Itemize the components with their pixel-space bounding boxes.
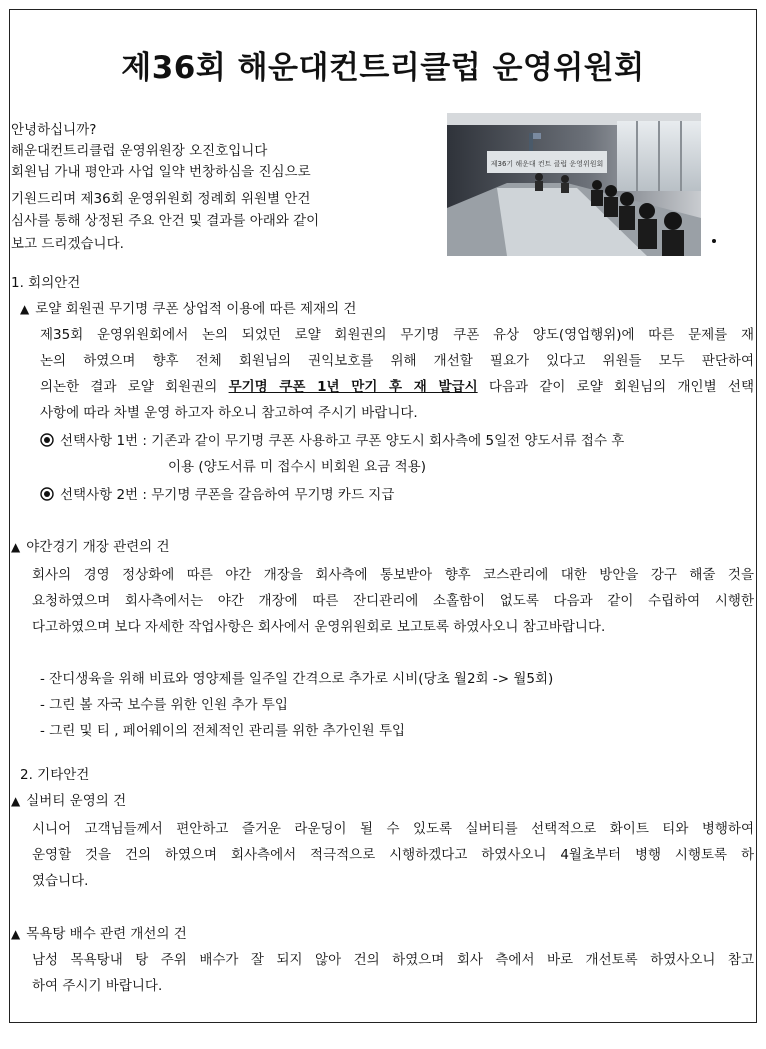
- paragraph-line: 제35회 운영위원회에서 논의 되었던 로얄 회원권의 무기명 쿠폰 유상 양도(영업행위)에 따른 문제를 재: [40, 327, 754, 343]
- agenda-item-title: [11, 925, 187, 943]
- intro-line: 안녕하십니까?: [11, 122, 97, 138]
- option-row: [40, 432, 624, 450]
- paragraph-line: 요청하였으며 회사측에서는 야간 개장에 따른 잔디관리에 소홀함이 없도록 다음과 같이 수립하여 시행한: [32, 593, 754, 609]
- paragraph-line: 운영할 것을 건의 하였으며 회사측에서 적극적으로 시행하겠다고 하였사오니 4월초부터 병행 시행토록 하: [32, 847, 754, 863]
- page-title: 제36회 해운대컨트리클럽 운영위원회: [121, 50, 645, 86]
- agenda-item-title-text: 야간경기 개장 관련의 건: [26, 539, 170, 555]
- work-list-item: - 그린 볼 자국 보수를 위한 인원 추가 투입: [40, 697, 288, 713]
- intro-line: 기원드리며 제36회 운영위원회 정례회 위원별 안건: [11, 191, 311, 207]
- paragraph-line: 였습니다.: [32, 873, 89, 889]
- work-list-item: - 그린 및 티 , 페어웨이의 전체적인 관리를 위한 추가인원 투입: [40, 723, 406, 739]
- photo-banner-text: 제36기 해운대 컨트 클럽 운영위원회: [490, 160, 604, 168]
- section2-heading: 2. 기타안건: [20, 767, 90, 783]
- triangle-bullet-icon: ▲: [20, 302, 30, 316]
- paragraph-line: 사항에 따라 차별 운영 하고자 하오니 참고하여 주시기 바랍니다.: [40, 405, 418, 421]
- emphasis-text: 무기명 쿠폰 1년 만기 후 재 발급시: [228, 379, 478, 395]
- agenda-item-title: [11, 538, 170, 556]
- intro-line: 해운대컨트리클럽 운영위원장 오진호입니다: [11, 143, 268, 159]
- agenda-item-title: [20, 300, 356, 318]
- option-text-continued: 이용 (양도서류 미 접수시 비회원 요금 적용): [168, 459, 426, 475]
- triangle-bullet-icon: ▲: [11, 927, 21, 941]
- paragraph-line: 남성 목욕탕내 탕 주위 배수가 잘 되지 않아 건의 하였으며 회사 측에서 바로 개선토록 하였사오니 참고: [32, 952, 754, 968]
- paragraph-text: 다음과 같이 로얄 회원님의 개인별 선택: [477, 379, 754, 395]
- paragraph-text: 의논한 결과 로얄 회원권의: [40, 379, 229, 395]
- stray-dot: [712, 239, 716, 243]
- paragraph-line: 하여 주시기 바랍니다.: [32, 978, 163, 994]
- option-text: 무기명 쿠폰을 갈음하여 무기명 카드 지급: [151, 487, 395, 503]
- section1-heading: 1. 회의안건: [11, 275, 81, 291]
- paragraph-line: 시니어 고객님들께서 편안하고 즐거운 라운딩이 될 수 있도록 실버티를 선택적으로 화이트 티와 병행하여: [32, 821, 754, 837]
- agenda-item-title: [11, 792, 126, 810]
- radio-bullet-icon: [40, 433, 54, 447]
- work-list-item: - 잔디생육을 위해 비료와 영양제를 일주일 간격으로 추가로 시비(당초 월2회 -> 월5회): [40, 671, 554, 687]
- triangle-bullet-icon: ▲: [11, 794, 21, 808]
- agenda-item-title-text: 실버티 운영의 건: [26, 793, 127, 809]
- meeting-photo: [447, 113, 701, 256]
- intro-line: 보고 드리겠습니다.: [11, 236, 124, 252]
- paragraph-line: 논의 하였으며 향후 전체 회원님의 권익보호를 위해 개선할 필요가 있다고 위원들 모두 판단하여: [40, 353, 754, 369]
- triangle-bullet-icon: ▲: [11, 540, 21, 554]
- paragraph-line: 회사의 경영 정상화에 따른 야간 개장을 회사측에 통보받아 향후 코스관리에 대한 방안을 강구 해줄 것을: [32, 567, 754, 583]
- paragraph-line: [40, 378, 754, 396]
- option-text: 기존과 같이 무기명 쿠폰 사용하고 쿠폰 양도시 회사측에 5일전 양도서류 접수 후: [151, 433, 625, 449]
- paragraph-line: 다고하였으며 보다 자세한 작업사항은 회사에서 운영위원회로 보고토록 하였사오니 참고바랍니다.: [32, 619, 606, 635]
- option-row: [40, 486, 394, 504]
- option-label: 선택사항 1번 :: [60, 433, 147, 449]
- intro-line: 회원님 가내 평안과 사업 일약 번창하심을 진심으로: [11, 164, 311, 180]
- radio-bullet-icon: [40, 487, 54, 501]
- intro-line: 심사를 통해 상정된 주요 안건 및 결과를 아래와 같이: [11, 213, 320, 229]
- agenda-item-title-text: 목욕탕 배수 관련 개선의 건: [26, 926, 187, 942]
- agenda-item-title-text: 로얄 회원권 무기명 쿠폰 상업적 이용에 따른 제재의 건: [35, 301, 357, 317]
- option-label: 선택사항 2번 :: [60, 487, 147, 503]
